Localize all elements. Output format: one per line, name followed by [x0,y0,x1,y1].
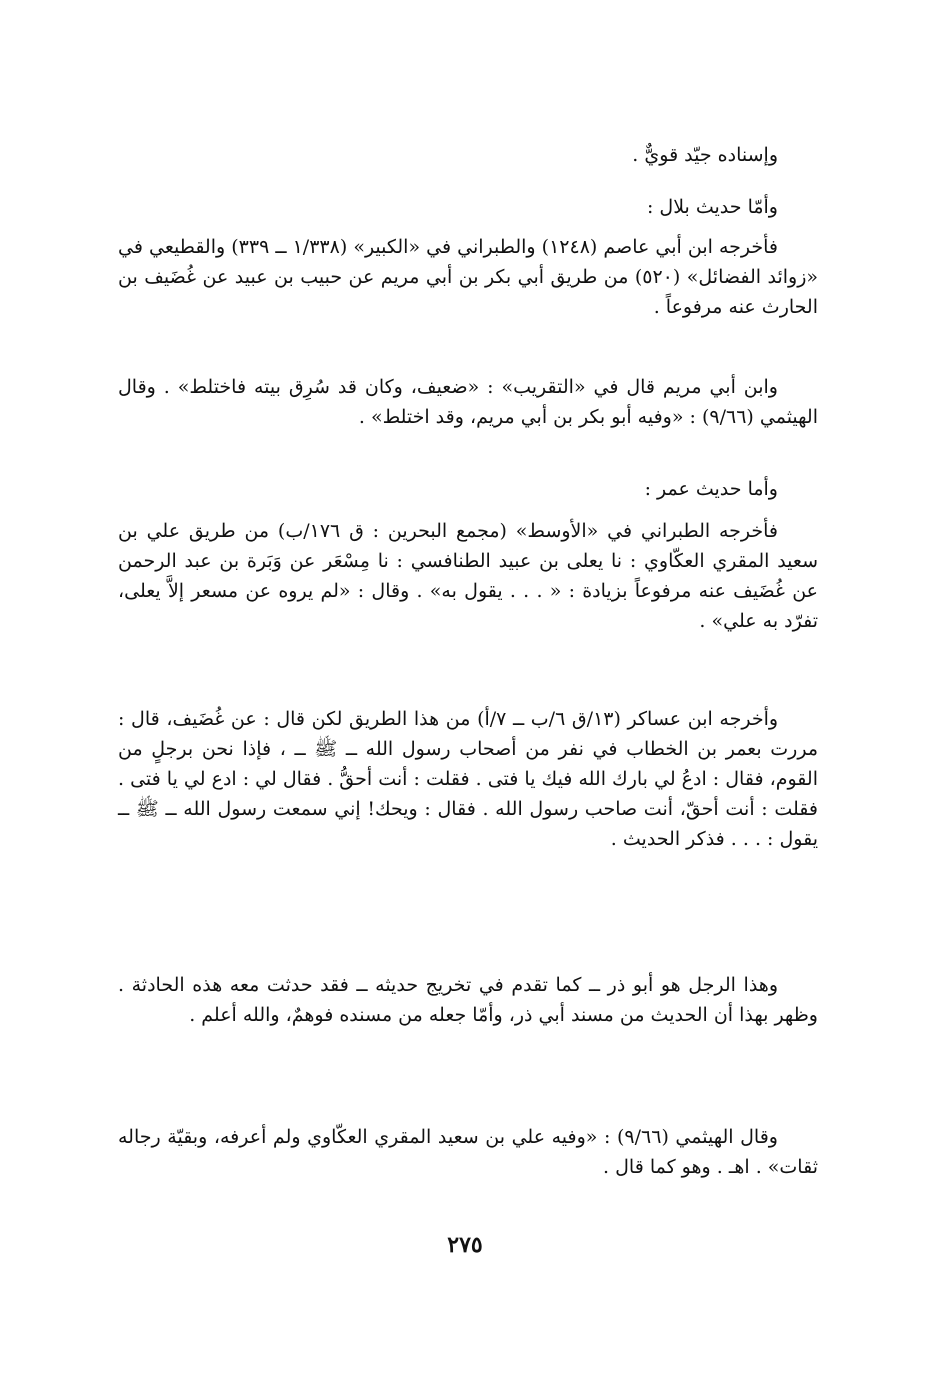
paragraph-text: وابن أبي مريم قال في «التقريب» : «ضعيف، وكان قد سُرِق بيته فاختلط» . وقال الهيثمي (٩/٦٦) : «وفيه أبو بكر بن أبي مريم، وقد اختلط» . [118,376,818,428]
paragraph-ibn-asakir [118,704,818,854]
paragraph-bilal-takhrij [118,232,818,322]
paragraph-text: وأخرجه ابن عساكر (١٣/ق ٦/ب ــ ٧/أ) من هذا الطريق لكن قال : عن غُضَيف، قال : مررت بعمر بن الخطاب في نفر من أصحاب رسول الله ــ ﷺ ــ ، فإذا نحن برجلٍ من القوم، فقال : ادعُ لي بارك الله فيك يا فتى . فقلت : أنت أحقُّ . فقال لي : ادع لي يا فتى . فقلت : أنت أحقّ، أنت صاحب رسول الله . فقال : ويحك! إني سمعت رسول الله ــ ﷺ ــ يقول : . . . فذكر الحديث . [118,708,818,850]
heading-bilal [118,192,818,222]
page-number: ٢٧٥ [447,1232,483,1258]
paragraph-haythami [118,1122,818,1182]
heading-umar [118,474,818,504]
paragraph-text: وهذا الرجل هو أبو ذر ــ كما تقدم في تخريج حديثه ــ فقد حدثت معه هذه الحادثة . وظهر بهذا أن الحديث من مسند أبي ذر، وأمّا جعله من مسنده فوهمٌ، والله أعلم . [118,974,818,1026]
paragraph-text: فأخرجه ابن أبي عاصم (١٢٤٨) والطبراني في «الكبير» (١/٣٣٨ ــ ٣٣٩) والقطيعي في «زوائد الفضائل» (٥٢٠) من طريق أبي بكر بن أبي مريم عن حبيب بن عبيد عن غُضَيف بن الحارث عنه مرفوعاً . [118,236,818,318]
paragraph-text: فأخرجه الطبراني في «الأوسط» (مجمع البحرين : ق ١٧٦/ب) من طريق علي بن سعيد المقري العكّاوي : نا يعلى بن عبيد الطنافسي : نا مِسْعَر عن وَبَرة بن عبد الرحمن عن غُضَيف عنه مرفوعاً بزيادة : « . . . يقول به» . وقال : «لم يروه عن مسعر إلاَّ يعلى، تفرّد به علي» . [118,520,818,632]
heading-text: وأما حديث عمر : [644,478,778,500]
paragraph-abu-dharr [118,970,818,1030]
paragraph-ibn-abi-maryam [118,372,818,432]
paragraph-isnad [118,140,818,170]
heading-text: وأمّا حديث بلال : [646,196,778,218]
paragraph-text: وإسناده جيّد قويٌّ . [632,144,778,166]
paragraph-text: وقال الهيثمي (٩/٦٦) : «وفيه علي بن سعيد المقري العكّاوي ولم أعرفه، وبقيّة رجاله ثقات» . اهـ . وهو كما قال . [118,1126,818,1178]
paragraph-umar-takhrij [118,516,818,636]
